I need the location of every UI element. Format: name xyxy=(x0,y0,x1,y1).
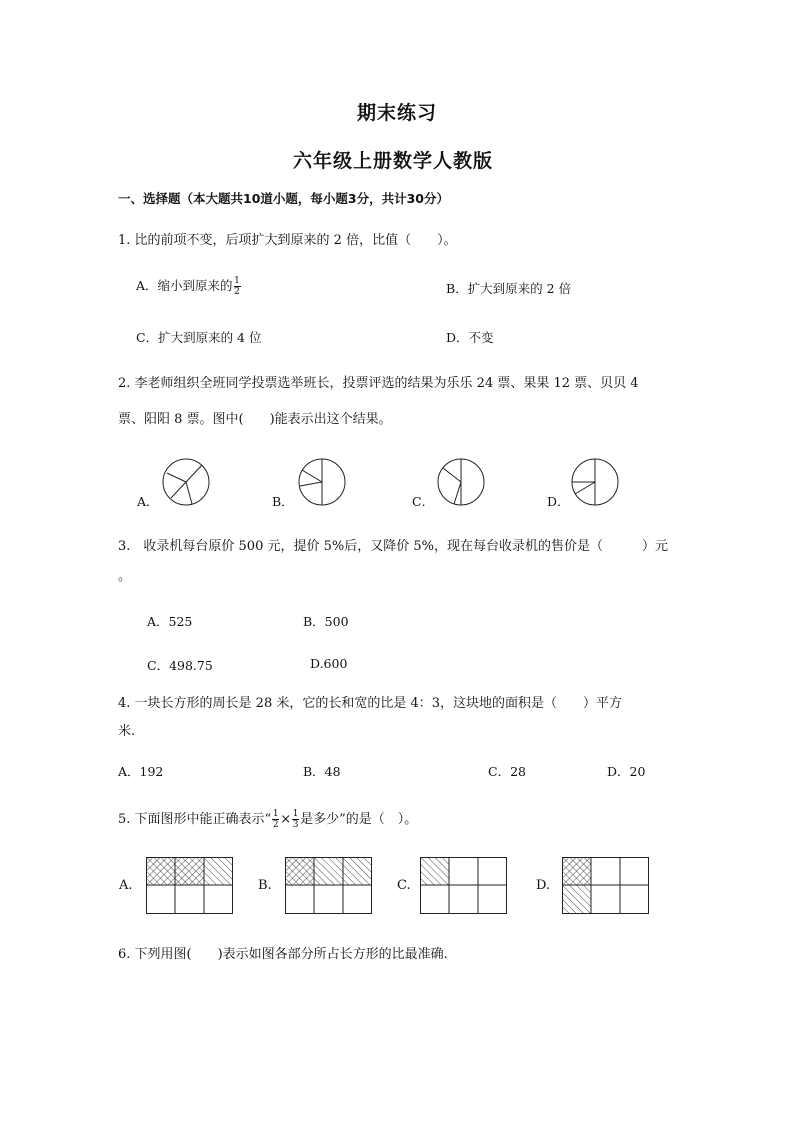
question-4-line-1: 4. 一块长方形的周长是 28 米，它的长和宽的比是 4：3，这块地的面积是（ ）平方 xyxy=(118,696,623,711)
pie-chart-option-b xyxy=(298,458,348,506)
pie-chart-option-d xyxy=(571,458,621,506)
grid-diagram-option-c xyxy=(420,857,508,915)
question-3-option-b: B．500 xyxy=(303,614,349,629)
question-3-line-2: 。 xyxy=(118,569,132,584)
fraction-denominator: 2 xyxy=(272,820,279,830)
q5-prefix: 5. 下面图形中能正确表示“ xyxy=(118,812,272,827)
times-sign: × xyxy=(280,812,292,827)
question-5-option-a-label: A. xyxy=(119,878,133,893)
question-5-option-b-label: B. xyxy=(258,878,272,893)
fraction-denominator: 3 xyxy=(292,820,299,830)
fraction-numerator: 1 xyxy=(292,809,299,819)
question-5-stem xyxy=(118,808,417,830)
question-3-option-a: A．525 xyxy=(147,614,193,629)
question-5-option-d-label: D. xyxy=(536,878,551,893)
question-1-option-a xyxy=(136,276,242,297)
fraction-denominator: 2 xyxy=(234,287,240,297)
fraction-one-half xyxy=(234,276,241,297)
grid-diagram-option-a xyxy=(146,857,234,915)
fraction-numerator: 1 xyxy=(234,276,240,286)
fraction-one-third xyxy=(292,809,299,830)
question-3-option-c: C．498.75 xyxy=(147,658,213,673)
question-3-option-d: D.600 xyxy=(310,656,348,671)
fraction-numerator: 1 xyxy=(272,809,279,819)
question-2-line-2: 票、阳阳 8 票。图中( )能表示出这个结果。 xyxy=(118,412,392,427)
page-title: 期末练习 xyxy=(357,102,438,124)
grid-diagram-option-d xyxy=(562,857,650,915)
q5-suffix: 是多少”的是（ ）。 xyxy=(300,812,418,827)
question-4-option-d: D．20 xyxy=(607,764,646,779)
question-5-option-c-label: C. xyxy=(397,878,411,893)
grid-diagram-option-b xyxy=(285,857,373,915)
question-6-stem: 6. 下列用图( )表示如图各部分所占长方形的比最准确. xyxy=(118,947,448,962)
question-2-option-c-label: C． xyxy=(412,494,435,509)
question-1-option-d: D．不变 xyxy=(446,330,494,345)
question-2-option-d-label: D． xyxy=(547,494,570,509)
question-1-option-b: B．扩大到原来的 2 倍 xyxy=(446,281,572,296)
pie-chart-option-c xyxy=(437,458,487,506)
fraction-one-half xyxy=(272,809,279,830)
question-4-option-a: A．192 xyxy=(118,764,164,779)
question-2-line-1: 2. 李老师组织全班同学投票选举班长，投票评选的结果为乐乐 24 票、果果 12 票、贝贝 4 xyxy=(118,376,639,391)
section-heading: 一、选择题（本大题共10道小题，每小题3分，共计30分） xyxy=(118,191,449,206)
question-3-line-1: 3. 收录机每台原价 500 元，提价 5%后，又降价 5%，现在每台收录机的售价是（ ）元 xyxy=(118,539,668,554)
question-2-option-b-label: B． xyxy=(272,494,294,509)
pie-chart-option-a xyxy=(162,458,212,506)
page-subtitle: 六年级上册数学人教版 xyxy=(293,150,494,172)
q1-option-a-text: A．缩小到原来的 xyxy=(136,278,233,293)
question-1-option-c: C．扩大到原来的 4 位 xyxy=(136,330,262,345)
question-2-option-a-label: A． xyxy=(137,494,159,509)
question-4-line-2: 米. xyxy=(118,724,136,739)
question-1-stem: 1. 比的前项不变，后项扩大到原来的 2 倍，比值（ ）。 xyxy=(118,233,457,248)
question-4-option-b: B．48 xyxy=(303,764,341,779)
question-4-option-c: C．28 xyxy=(488,764,526,779)
